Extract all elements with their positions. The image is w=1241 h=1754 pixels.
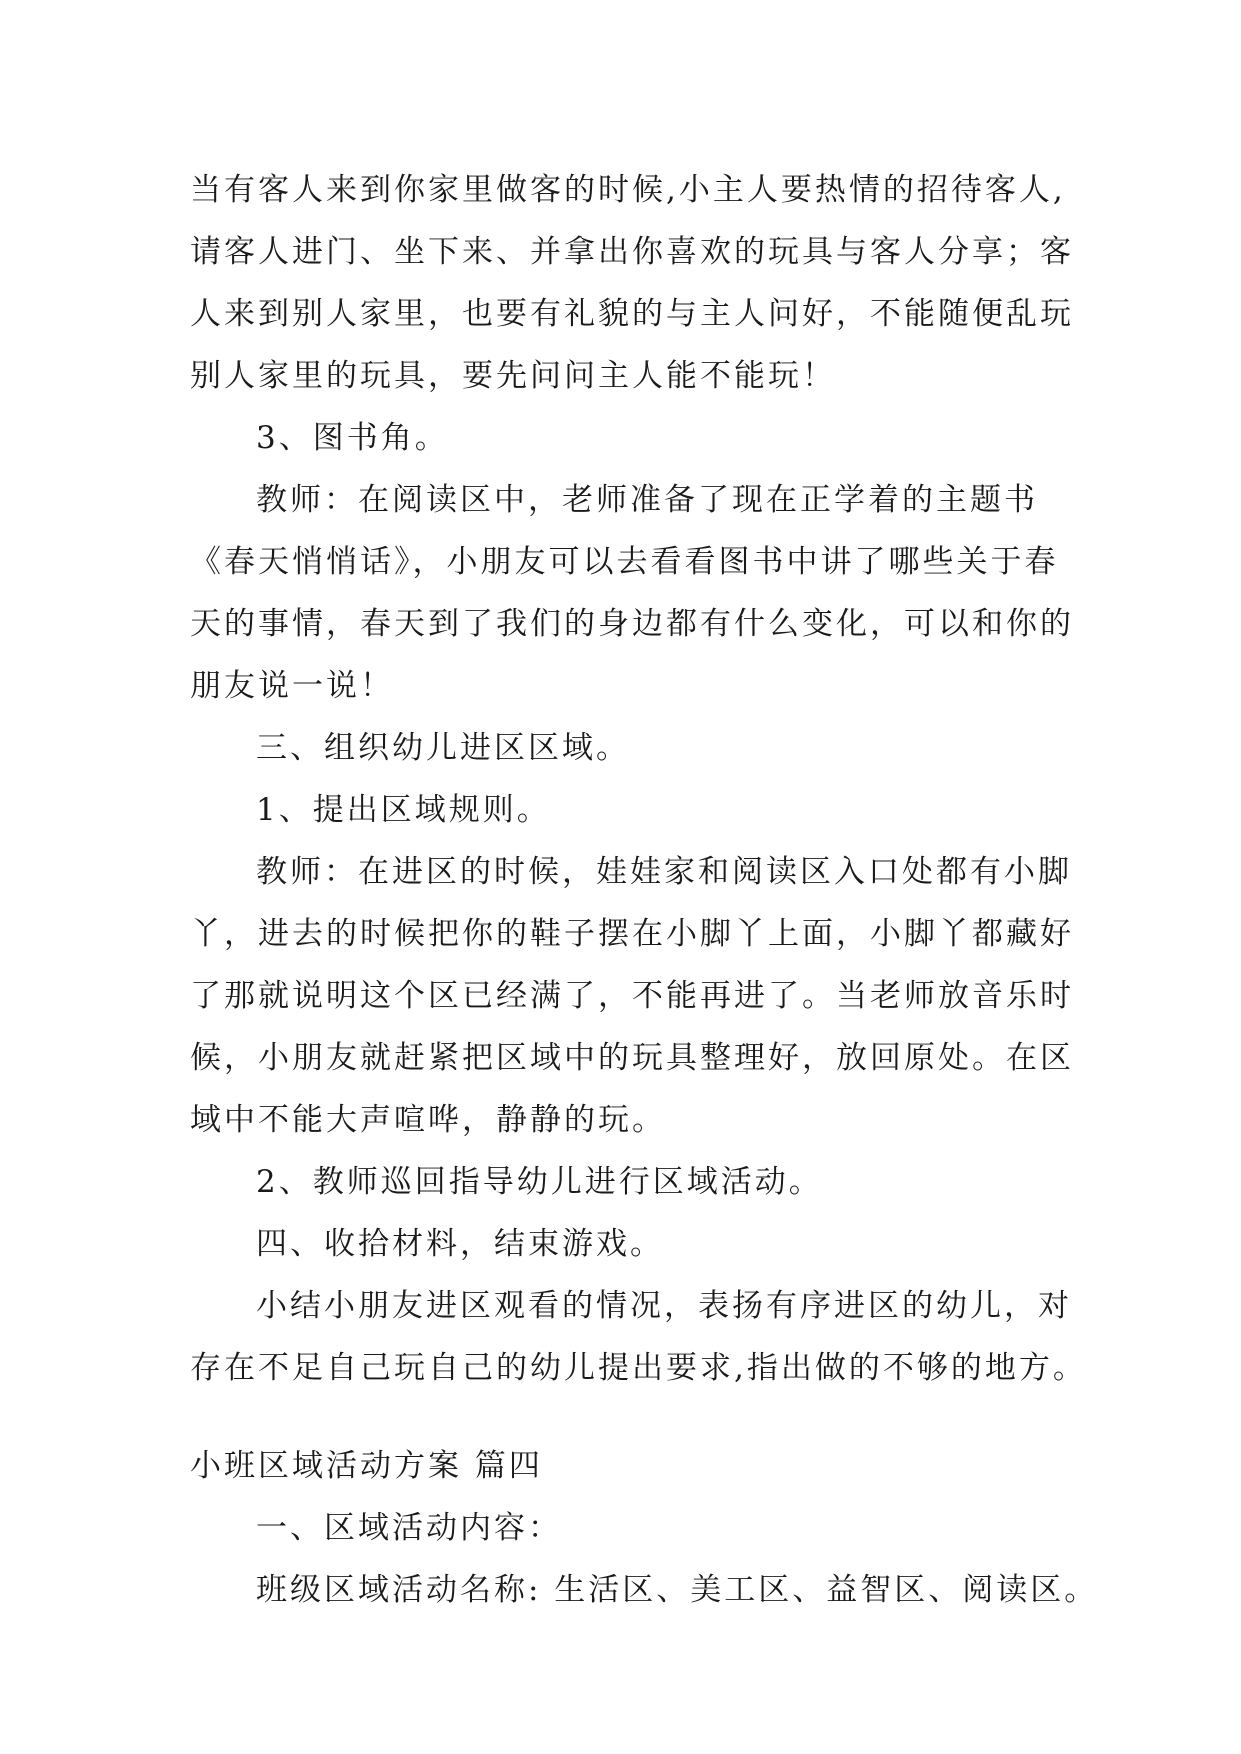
paragraph-line: 小结小朋友进区观看的情况，表扬有序进区的幼儿，对 — [256, 1288, 1072, 1324]
paragraph-line: 请客人进门、坐下来、并拿出你喜欢的玩具与客人分享；客 — [190, 234, 1074, 270]
paragraph-line: 班级区域活动名称: 生活区、美工区、益智区、阅读区。 — [256, 1572, 1099, 1608]
section-heading: 四、收拾材料，结束游戏。 — [256, 1226, 664, 1262]
paragraph-line: 别人家里的玩具，要先问问主人能不能玩！ — [190, 358, 836, 394]
paragraph-line: 当有客人来到你家里做客的时候,小主人要热情的招待客人, — [190, 172, 1066, 208]
paragraph-line: 存在不足自己玩自己的幼儿提出要求,指出做的不够的地方。 — [190, 1350, 1087, 1386]
paragraph-line: 丫，进去的时候把你的鞋子摆在小脚丫上面，小脚丫都藏好 — [190, 916, 1074, 952]
paragraph-line: 教师：在进区的时候，娃娃家和阅读区入口处都有小脚 — [256, 854, 1072, 890]
section-heading: 1、提出区域规则。 — [256, 792, 551, 828]
paragraph-line: 《春天悄悄话》，小朋友可以去看看图书中讲了哪些关于春 — [190, 544, 1059, 580]
section-heading: 2、教师巡回指导幼儿进行区域活动。 — [256, 1164, 823, 1200]
paragraph-line: 了那就说明这个区已经满了，不能再进了。当老师放音乐时 — [190, 978, 1074, 1014]
section-heading: 一、区域活动内容： — [256, 1510, 562, 1546]
paragraph-line: 天的事情，春天到了我们的身边都有什么变化，可以和你的 — [190, 606, 1074, 642]
paragraph-line: 人来到别人家里，也要有礼貌的与主人问好，不能随便乱玩 — [190, 296, 1074, 332]
paragraph-line: 教师：在阅读区中，老师准备了现在正学着的主题书 — [256, 482, 1038, 518]
paragraph-line: 候，小朋友就赶紧把区域中的玩具整理好，放回原处。在区 — [190, 1040, 1074, 1076]
section-heading: 3、图书角。 — [256, 420, 449, 456]
paragraph-line: 域中不能大声喧哗，静静的玩。 — [190, 1102, 666, 1138]
section-heading: 三、组织幼儿进区区域。 — [256, 730, 630, 766]
document-title: 小班区域活动方案 篇四 — [190, 1448, 543, 1484]
paragraph-line: 朋友说一说！ — [190, 668, 394, 704]
